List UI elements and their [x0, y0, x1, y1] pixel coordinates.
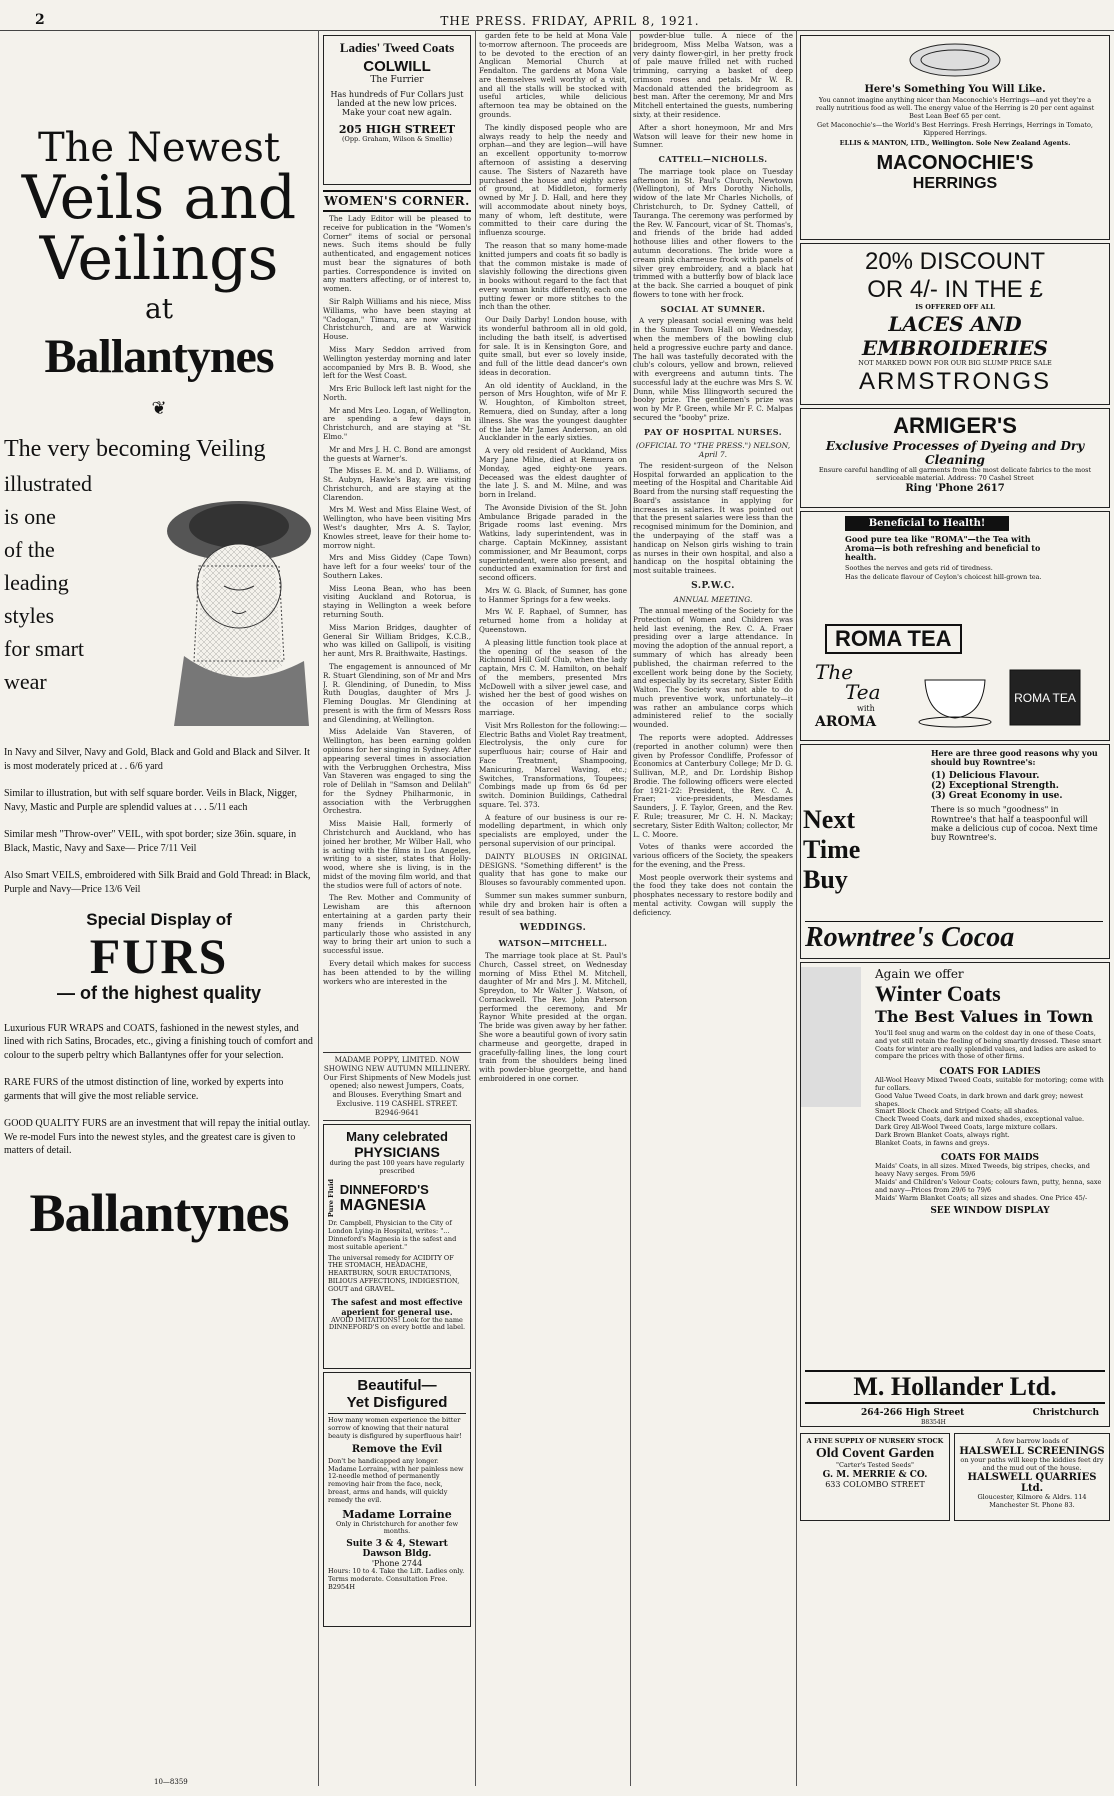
rowntree-time: Time: [803, 835, 861, 864]
roma-copy2: Soothes the nerves and gets rid of tiredness.: [845, 563, 993, 572]
veil-item: In Navy and Silver, Navy and Gold, Black and Gold and Black and Silver. It is most moderately priced at . . 6/6 yard: [4, 747, 310, 772]
column-5-ads: [800, 32, 1110, 1788]
paragraph: The kindly disposed people who are always ready to help the needy and orphan—and they are legion—will have an excellent opportunity to-morrow afternoon of assisting a deserving cause. The Sisters of Nazareth have purchased the house and eighty acres of ground, at Middleton, formerly owned by Mr J. D. Hall, and here they will accommodate about ninety boys, many of whom, left destitute, were committed to their care during the influenza scourge.: [479, 122, 627, 238]
spwc-heading: S.P.W.C.: [691, 580, 735, 591]
rowntree-brand: Rowntree's Cocoa: [805, 921, 1103, 954]
paragraph: The reason that so many home-made knitted jumpers and coats fit so badly is that the common mistake is made of slavishly following the directions given in books without regard to the fact that every woman knits differently, each one putting fewer or more stitches to the inch than the other.: [479, 240, 627, 312]
paragraph: The annual meeting of the Society for the Protection of Women and Children was held last evening, the Rev. C. A. Fraer presiding over a large attendance. In moving the adoption of the annual report, a summary of which has already been published, the chairman referred to the excellent work being done by the Society, and especially by its secretary, Sister Edith Walton. The Society was not able to do much preventive work, unfortunately—it was rather an ambulance corps which administered relief to the socially wounded.: [633, 606, 793, 730]
maconochie-ad: [800, 35, 1110, 240]
armstrongs-embroideries: EMBROIDERIES: [862, 335, 1048, 360]
roma-packet-label: ROMA TEA: [1014, 691, 1076, 705]
rowntree-reason: (1) Delicious Flavour.: [931, 771, 1040, 782]
paragraph: Mr and Mrs Leo. Logan, of Wellington, are spending a few days in Christchurch, and are staying at "St. Elmo.": [323, 405, 471, 441]
rowntree-reasons: [931, 749, 1101, 842]
tea-cup-icon: [915, 660, 1085, 730]
veil-feature: [4, 431, 314, 746]
maconochie-agents: ELLIS & MANTON, LTD., Wellington. Sole New Zealand Agents.: [839, 138, 1071, 147]
maconochie-copy: You cannot imagine anything nicer than Maconochie's Herrings—and yet they're a really nutritious food as well. The energy value of the Herring is 20 per cent against Best Lean Beef 65 per cent.: [815, 96, 1095, 120]
paragraph: A very pleasant social evening was held in the Sumner Town Hall on Wednesday, when the members of the bowling club held a progressive euchre party and dance. The hall was tastefully decorated with the club's colours, yellow and brown, relieved with evergreens and autumn tints. The successful lady at the euchre was Mrs S. W. Dunn, while Miss Illingworth secured the booby prize. The gentlemen's prize was won by Mr P. Green, while Mr F. C. Malpas secured the "booby" prize.: [633, 316, 793, 422]
roma-tag-with: with: [857, 704, 875, 713]
hollander-lead: Again we offer: [875, 967, 964, 981]
veil-line: leading: [4, 570, 69, 596]
coat-illustration: [801, 967, 861, 1107]
ornament-icon: ❦: [151, 398, 167, 420]
paragraph: Mrs W. G. Black, of Sumner, has gone to Hanmer Springs for a few weeks.: [479, 585, 627, 604]
hollander-address: 264-266 High Street: [861, 1408, 965, 1418]
ad-code: 10—8359: [154, 1778, 188, 1786]
madame-poppy-ad: MADAME POPPY, LIMITED. NOW SHOWING NEW AUTUMN MILLINERY. Our First Shipments of New Models just opened; also newest Jumpers, Coats, and Blouses. Everything Smart and Exclusive. 119 CASHEL STREET. B2946-9641: [323, 1052, 471, 1121]
halswell-brand: HALSWELL SCREENINGS: [959, 1445, 1105, 1457]
armiger-phone: Ring 'Phone 2617: [905, 482, 1005, 494]
furs-sub-text: of the highest quality: [80, 982, 262, 1003]
paragraph: The resident-surgeon of the Nelson Hospital forwarded an application to the meeting of the Hospital and Charitable Aid Board from the nursing staff requesting the Board's assistance in applying for increases in salaries. It was pointed out that the present salaries were less than the recognised minimum for the Dominion, and the underpaying of the staff was a handicap on Nelson girls wishing to train as nurses in their own hospital, and also a handicap on the hospital obtaining the most suitable trainees.: [633, 460, 793, 576]
paragraph: Mrs M. West and Miss Elaine West, of Wellington, who have been visiting Mrs West's daughter, Mrs A. S. Taylor, Knowles street, leave for their home to-morrow night.: [323, 505, 471, 550]
roma-tea-ad: [800, 511, 1110, 741]
furs-heading: FURS: [89, 928, 229, 985]
veil-item: Also Smart VEILS, embroidered with Silk Braid and Gold Thread: in Black, Purple and Navy—Price 13/6 Veil: [4, 870, 311, 895]
paragraph: garden fete to be held at Mona Vale to-morrow afternoon. The proceeds are to be devoted to the erection of an Anglican Memorial Church at Fendalton. The gardens at Mona Vale are themselves well worthy of a visit, and all the stalls will be stocked with useful articles, while delicious afternoon tea may be obtained on the grounds.: [479, 32, 627, 120]
hollander-header: [875, 967, 1105, 1216]
roma-copy3: Has the delicate flavour of Ceylon's choicest hill-grown tea.: [845, 573, 1042, 582]
rowntree-next-time-buy: [803, 805, 883, 895]
coat-item: Maids' and Children's Velour Coats; colours fawn, putty, henna, saxe and navy—Prices from 29/6 to 79/6: [875, 1177, 1102, 1194]
paragraph: Mrs W. F. Raphael, of Sumner, has returned home from a holiday at Queenstown.: [479, 607, 627, 634]
halswell-l1: A few barrow loads of: [995, 1437, 1069, 1445]
hollander-city: Christchurch: [1032, 1408, 1099, 1418]
nurses-heading: PAY OF HOSPITAL NURSES.: [644, 426, 782, 437]
hollander-subheading: The Best Values in Town: [875, 1007, 1094, 1026]
armiger-l1: Exclusive Processes of Dyeing and Dry Cleaning: [825, 439, 1085, 467]
dinnefords-lead2: PHYSICIANS: [354, 1144, 440, 1161]
roma-copy: Good pure tea like "ROMA"—the Tea with Aroma—is both refreshing and beneficial to health.: [845, 534, 1041, 563]
weddings-heading: WEDDINGS.: [519, 923, 587, 934]
armstrongs-l3: IS OFFERED OFF ALL: [915, 303, 995, 311]
paragraph: Miss Adelaide Van Staveren, of Wellington, has been earning golden opinions for her singing in Sydney. After appearing several times in association with the Verbrugghen Orchestra, Miss Van Staveren was engaged to sing the role of Delilah in "Samson and Delilah" for the Sydney Philharmonic, in association with the Verbrugghen Orchestra.: [323, 727, 471, 816]
wedding-heading: CATTELL—NICHOLLS.: [658, 154, 768, 165]
veil-line: is one: [4, 504, 56, 530]
roma-heading: Beneficial to Health!: [845, 516, 1009, 531]
halswell-addr: Gloucester, Kilmore & Aldrs. 114 Manchester St. Phone 83.: [977, 1493, 1087, 1510]
maconochie-brand: MACONOCHIE'S: [876, 151, 1034, 174]
social-heading: SOCIAL AT SUMNER.: [660, 303, 766, 314]
paragraph: The marriage took place on Tuesday afternoon in St. Paul's Church, Newtown (Wellington), of Mrs Dorothy Nicholls, widow of the late Mr Charles Nicholls, of Christchurch, to Dr. Sydney Cattell, of Tauranga. The ceremony was performed by the Rev. W. Fancourt, vicar of St. Thomas's, and friends of the bride had added hothouse lilies and other flowers to the autumn decorations. The bride wore a cream pink charmeuse frock with panels of silver grey embroidery, and a black hat trimmed with a butterfly bow of black lace at the back. She carried a bouquet of pink flowers to tone with her frock.: [633, 166, 793, 299]
womens-corner-text: [323, 215, 471, 1050]
bottom-ads: [800, 1430, 1110, 1524]
paragraph: Mrs and Miss Giddey (Cape Town) have left for a four weeks' tour of the Southern Lakes.: [323, 553, 471, 580]
dinnefords-tag: The safest and most effective aperient for general use.: [331, 1296, 463, 1317]
masthead: [0, 0, 1114, 30]
page-number: 2: [35, 12, 45, 28]
veil-line: wear: [4, 669, 47, 695]
woman-veil-illustration: [144, 486, 314, 726]
coat-item: Smart Block Check and Striped Coats; all shades.: [875, 1107, 1039, 1116]
lorraine-hours: Hours: 10 to 4. Take the Lift. Ladies only. Terms moderate. Consultation Free. B2954H: [328, 1567, 465, 1591]
armstrongs-l6: NOT MARKED DOWN FOR OUR BIG SLUMP PRICE SALE: [858, 358, 1052, 367]
rowntree-heading: Here are three good reasons why you should buy Rowntree's:: [931, 748, 1098, 768]
window-display: SEE WINDOW DISPLAY: [930, 1206, 1050, 1217]
colwill-copy: Has hundreds of Fur Collars just landed at the new low prices. Make your coat new again.: [330, 90, 464, 118]
merrie-l1: A FINE SUPPLY OF NURSERY STOCK: [806, 1437, 944, 1445]
paragraph: powder-blue tulle. A niece of the bridegroom, Miss Melba Watson, was a very dainty flower-girl, in her pretty frock of pale mauve frilled net with ruched trimming, carrying a basket of deep crimson roses and petals. Mr W. R. Macdonald attended the bridegroom as best man. After the ceremony, Mr and Mrs Mitchell entertained the guests, numbering sixty, at their residence.: [633, 32, 793, 120]
roma-brand: ROMA TEA: [825, 624, 962, 654]
paragraph: Miss Marion Bridges, daughter of General Sir William Bridges, K.C.B., who was killed on Gallipoli, is visiting her aunt, Mrs R. Braithwaite, Hastings.: [323, 622, 471, 659]
column-rule: [318, 30, 319, 1786]
paragraph: Votes of thanks were accorded the various officers of the Society, the speakers for the evening, and the Press.: [633, 842, 793, 869]
paragraph: A very old resident of Auckland, Miss Mary Jane Milne, died at Remuera on Monday, aged eighty-one years. Deceased was the eldest daughter of the late J. S. and M. Milne, and was born in Ireland.: [479, 446, 627, 500]
colwill-note: (Opp. Graham, Wilson & Smellie): [341, 134, 452, 143]
veil-item: Similar to illustration, but with self square border. Veils in Black, Nigger, Navy, Mastic and Purple are splendid values at . . . 5/11 each: [4, 788, 297, 813]
rowntree-reason: (2) Exceptional Strength.: [931, 781, 1059, 792]
paragraph: The Misses E. M. and D. Williams, of St. Aubyn, Hawke's Bay, are visiting Christchurch, and are staying at the Clarendon.: [323, 466, 471, 502]
paragraph: Miss Maisie Hall, formerly of Christchurch and Auckland, who has joined her brother, Mr Wilber Hall, who is acting with the films in Los Angeles, writing to a sister, states that Holly-wood, where she is living, is in the midst of the moving film world, and that the studios were full of actors of note.: [323, 819, 471, 890]
paragraph: Mr and Mrs J. H. C. Bond are amongst the guests at Warner's.: [323, 444, 471, 463]
roma-tag-aroma: AROMA: [815, 714, 877, 730]
veil-line: styles: [4, 603, 55, 629]
armstrongs-laces: LACES AND: [888, 311, 1022, 336]
ballantynes-footer-name: Ballantynes: [29, 1182, 289, 1243]
colwill-trade: The Furrier: [370, 75, 424, 85]
coat-item: Maids' Coats, in all sizes. Mixed Tweeds, big stripes, checks, and heavy Navy serges. From 59/6: [875, 1162, 1090, 1179]
dinnefords-ad: [323, 1124, 471, 1369]
halswell-ad: [954, 1433, 1110, 1521]
hollander-copy: You'll feel snug and warm on the coldest day in one of these Coats, and yet still retain the feeling of being smartly dressed. These smart Coats for winter are really splendid values, and ladies are asked to compare the prices with those of other firms.: [875, 1029, 1102, 1061]
nurses-subheading: (OFFICIAL TO "THE PRESS.") NELSON, April 7.: [635, 440, 791, 459]
furs-item: GOOD QUALITY FURS are an investment that will repay the initial outlay. We re-model Furs into the newest styles, and the greatest care is given to matters of detail.: [4, 1118, 311, 1157]
column-rule: [475, 30, 476, 1786]
dinnefords-sub: during the past 100 years have regularly prescribed: [329, 1159, 465, 1176]
rowntree-reason: (3) Great Economy in use.: [931, 791, 1063, 802]
hollander-name: M. Hollander Ltd.: [805, 1370, 1105, 1404]
dinnefords-copy2: The universal remedy for ACIDITY OF THE STOMACH, HEADACHE, HEARTBURN, SOUR ERUCTATIONS, BILIOUS AFFECTIONS, INDIGESTION, GOUT and GRAVEL.: [328, 1253, 460, 1293]
ballantynes-ad: [4, 32, 314, 1788]
coat-item: Dark Brown Blanket Coats, always right.: [875, 1130, 1010, 1139]
coat-item: Good Value Tweed Coats, in dark brown and dark grey; newest shapes.: [875, 1091, 1084, 1108]
coat-item: Maids' Warm Blanket Coats; all sizes and shades. One Price 45/-: [875, 1193, 1088, 1202]
coat-item: Check Tweed Coats, dark and mixed shades, exceptional value.: [875, 1115, 1085, 1124]
maconochie-product: HERRINGS: [912, 174, 998, 192]
coat-item: All-Wool Heavy Mixed Tweed Coats, suitable for motoring; come with fur collars.: [875, 1076, 1104, 1092]
dinnefords-product: MAGNESIA: [339, 1196, 427, 1214]
paragraph: DAINTY BLOUSES IN ORIGINAL DESIGNS. "Something different" is the quality that has gone to make our Blouses so favourably commented upon.: [479, 851, 627, 888]
dinnefords-copy: Dr. Campbell, Physician to the City of London Lying-in Hospital, writes: "... Dinneford's Magnesia is the safest and most suitable aperient.": [328, 1219, 457, 1251]
armstrongs-ad: [800, 243, 1110, 405]
hollander-heading: Winter Coats: [875, 981, 1001, 1006]
lorraine-copy2: Don't be handicapped any longer. Madame Lorraine, with her painless new 12-needle method of permanently removing hair from the face, neck, breast, arms and hands, will quickly remedy the evil.: [328, 1456, 464, 1504]
paragraph: Miss Mary Seddon arrived from Wellington yesterday morning and later accompanied by Mrs B. B. Wood, she left for the West Coast.: [323, 344, 471, 381]
armstrongs-discount: 20% DISCOUNT: [864, 248, 1046, 275]
veil-item: Similar mesh "Throw-over" VEIL, with spot border; size 36in. square, in Black, Mastic, Navy and Saxe— Price 7/11 Veil: [4, 829, 297, 854]
newspaper-title: THE PRESS. FRIDAY, APRIL 8, 1921.: [440, 14, 700, 28]
rowntree-buy: Buy: [803, 865, 848, 894]
furs-lead: Special Display of: [86, 910, 232, 930]
paragraph: Sir Ralph Williams and his niece, Miss Williams, who have been staying at "Cadogan," Timaru, are now visiting Christchurch, and are at Warwick House.: [323, 297, 471, 342]
paragraph: The engagement is announced of Mr R. Stuart Glendining, son of Mr and Mrs J. R. Glendining, of Dunedin, to Miss Ruth Douglas, daughter of Mrs J. Fleming Douglas. Mr Glendining at present is with the firm of Messrs Ross and Glendining, at Wellington.: [323, 661, 471, 724]
armiger-l2: Ensure careful handling of all garments from the most delicate fabrics to the most serviceable material. Address: 70 Cashel Street: [818, 466, 1092, 482]
veil-line: of the: [4, 537, 55, 563]
lorraine-h1: Beautiful—: [357, 1377, 437, 1395]
column-rule: [630, 30, 631, 1786]
colwill-heading: Ladies' Tweed Coats: [339, 40, 455, 55]
colwill-name: COLWILL: [363, 58, 431, 75]
veil-line: The very becoming Veiling: [4, 436, 266, 463]
paragraph: The Rev. Mother and Community of Lewisham are this afternoon entertaining at a garden party their many friends in Christchurch, particularly those who assisted in any way to bring their art union to such a successful issue.: [323, 893, 471, 956]
lorraine-h3: Remove the Evil: [351, 1443, 443, 1455]
paragraph: Miss Leona Bean, who has been visiting Auckland and Rotorua, is staying in Wellington a week before returning South.: [323, 583, 471, 620]
coat-item: Blanket Coats, in fawns and greys.: [875, 1138, 990, 1147]
womens-corner-heading: WOMEN'S CORNER.: [323, 190, 471, 212]
lorraine-name: Madame Lorraine: [342, 1507, 452, 1521]
roma-illustration: [815, 624, 1095, 734]
armiger-ad: [800, 408, 1110, 508]
dinnefords-brand: DINNEFORD'S: [339, 1181, 429, 1197]
hollander-ad: [800, 962, 1110, 1427]
spwc-subheading: ANNUAL MEETING.: [673, 594, 753, 604]
ad-headline: The Newest: [37, 125, 280, 171]
hollander-code: B8354H: [921, 1419, 946, 1426]
paragraph: After a short honeymoon, Mr and Mrs Watson will leave for their new home in Sumner.: [633, 122, 793, 150]
rowntree-next: Next: [803, 805, 855, 834]
dinnefords-pure: Pure Fluid: [327, 1179, 335, 1218]
furs-item: RARE FURS of the utmost distinction of line, worked by experts into garments that will give the most reliable service.: [4, 1077, 284, 1102]
lorraine-h2: Yet Disfigured: [328, 1394, 466, 1414]
merrie-ad: [800, 1433, 950, 1521]
ad-headline: Veils and: [21, 163, 297, 233]
paragraph: Our Daily Darby! London house, with its wonderful bathroom all in old gold, including the bath itself, is advertised for sale. It is in Kensington Gore, and quite small, but ever so lovely inside, and full of the little dead dancer's own ideas in decoration.: [479, 315, 627, 377]
madame-lorraine-ad: [323, 1372, 471, 1627]
ladies-heading: COATS FOR LADIES: [939, 1067, 1041, 1078]
roma-tag-tea: Tea: [845, 680, 881, 704]
paragraph: The Lady Editor will be pleased to receive for publication in the "Women's Corner" items of social or personal news. Such items should be fully authenticated, and engagement notices must bear the signatures of both parties. Correspondence is invited on any matters affecting, or of interest to, women.: [323, 215, 471, 294]
lorraine-phone: 'Phone 2744: [371, 1559, 423, 1569]
armstrongs-name: ARMSTRONGS: [858, 367, 1051, 395]
paragraph: Every detail which makes for success has been attended to by the willing workers who are interested in the: [323, 958, 471, 986]
masthead-rule: [0, 30, 1114, 31]
colwill-ad: [323, 35, 471, 185]
column-4-text: [633, 32, 793, 918]
furs-item: Luxurious FUR WRAPS and COATS, fashioned in the newest styles, and lined with rich Satins, Brocades, etc., giving a finishing touch of comfort and colour to the superb peltry which Ballantynes offer for your selection.: [4, 1022, 313, 1061]
coat-item: Dark Grey All-Wool Tweed Coats, large mixture collars.: [875, 1122, 1058, 1131]
merrie-addr: 633 COLOMBO STREET: [825, 1479, 925, 1489]
ad-at: at: [145, 292, 173, 326]
lorraine-copy: How many women experience the bitter sorrow of knowing that their natural beauty is disfigured by superfluous hair!: [328, 1416, 462, 1441]
paragraph: Most people overwork their systems and the food they take does not contain the phosphates necessary to restore bodily and mental activity. Cowgan will supply the deficiency.: [633, 872, 793, 917]
roma-tag-the: The: [815, 660, 854, 684]
merrie-brand: Old Covent Garden: [815, 1445, 935, 1461]
ad-headline: Veilings: [39, 224, 279, 295]
merrie-l2: "Carter's Tested Seeds": [835, 1460, 915, 1469]
paragraph: Summer sun makes summer sunburn, while dry and broken hair is often a result of sea bathing.: [479, 890, 627, 918]
paragraph: An old identity of Auckland, in the person of Mrs Houghton, wife of Mr F. W. Houghton, of Kimbolton street, Remuera, died on Sunday, after a long illness. She was the youngest daughter of the late Mr James Anderson, an old Aucklander in the early sixties.: [479, 380, 627, 443]
ballantynes-name: Ballantynes: [44, 330, 274, 384]
veil-line: for smart: [4, 636, 85, 662]
armiger-name: ARMIGER'S: [893, 413, 1017, 438]
dinnefords-lead: Many celebrated: [346, 1129, 448, 1145]
dinnefords-warn: AVOID IMITATIONS! Look for the name DINNEFORD'S on every bottle and label.: [328, 1315, 466, 1332]
halswell-name: HALSWELL QUARRIES Ltd.: [967, 1472, 1097, 1495]
colwill-address: 205 HIGH STREET: [338, 122, 456, 136]
herring-tin-icon: [905, 40, 1005, 80]
paragraph: The marriage took place at St. Paul's Church, Cassel street, on Wednesday morning of Miss Ethel M. Mitchell, daughter of Mr and Mrs J. M. Mitchell, Spreydon, to Mr Walter J. Watson, of Cornackwell. The Rev. John Paterson performed the ceremony, and Mr Raynor White presided at the organ. The bride was given away by her father. She wore a beautiful gown of ivory satin charmeuse and georgette, draped in gracefully-falling lines, the long court train from the shoulders being lined with powder-blue georgette, and hand embroidered in one corner.: [479, 950, 627, 1083]
paragraph: A pleasing little function took place at the opening of the season of the Richmond Hill Golf Club, when the lady captain, Mrs C. M. Hamilton, on behalf of the members, presented Mrs McDowell with a silver jewel case, and wished her the best of good wishes on the occasion of her impending marriage.: [479, 637, 627, 718]
veil-line: illustrated: [4, 471, 92, 497]
wedding-heading: WATSON—MITCHELL.: [498, 938, 608, 949]
lorraine-addr: Suite 3 & 4, Stewart Dawson Bldg.: [346, 1539, 448, 1560]
lorraine-copy3: Only in Christchurch for another few months.: [335, 1519, 459, 1536]
paragraph: A feature of our business is our re-modelling department, in which only specialists are employed, under the personal supervision of our principal.: [479, 812, 627, 848]
paragraph: The Avonside Division of the St. John Ambulance Brigade paraded in the Brigade rooms last evening. Mrs Watkins, lady superintendent, was in charge. Captain McKinney, assistant commissioner, and Mr Beaumont, corps superintendent, were also present, and conducted an examination for first and second officers.: [479, 502, 627, 583]
paragraph: Visit Mrs Rolleston for the following:—Electric Baths and Violet Ray treatment, Electrolysis, the only cure for superfluous hair; course of Hair and Face Treatment, Shampooing, Manicuring, Marcel Waving, etc.; Switches, Transformations, Toupees; Combings made up from 6s 6d per switch. Dominion Buildings, Cathedral square. Tel. 373.: [479, 720, 627, 809]
armstrongs-offer: OR 4/- IN THE £: [867, 276, 1043, 303]
column-rule: [796, 30, 797, 1786]
maconochie-heading: Here's Something You Will Like.: [864, 84, 1046, 95]
rowntree-copy: There is so much "goodness" in Rowntree's that half a teaspoonful will make a delicious cup of cocoa. Next time buy Rowntree's.: [931, 805, 1098, 842]
furs-subheading: — of the highest quality: [56, 982, 262, 1003]
column-3-text: [479, 32, 627, 1084]
maids-heading: COATS FOR MAIDS: [940, 1153, 1040, 1164]
paragraph: Mrs Eric Bullock left last night for the North.: [323, 384, 471, 402]
halswell-copy: on your paths will keep the kiddies feet dry and the mud out of the house.: [960, 1455, 1104, 1472]
rowntree-ad: [800, 744, 1110, 959]
merrie-name: G. M. MERRIE & CO.: [822, 1469, 928, 1480]
dinnefords-brand-row: [328, 1179, 466, 1217]
maconochie-copy2: Get Maconochie's—the World's Best Herrings. Fresh Herrings, Herrings in Tomato, Kippered Herrings.: [817, 121, 1093, 138]
column-3: [479, 32, 627, 1788]
paragraph: The reports were adopted. Addresses (reported in another column) were then given by Professor Condliffe, Professor of Economics at Canterbury College; Mr D. G. Sullivan, M.P., and Dr. Lordship Bishop Brodie. The following officers were elected for 1921-22: President, the Rev. C. A. Fraer; vice-presidents, Mesdames Saunders, J. F. Taylor, Green, and the Rev. F. Rule; treasurer, Mr C. H. N. Mackay; secretary, Sister Edith Walton; collector, Mr L. C. Moore.: [633, 732, 793, 839]
column-2: [323, 32, 471, 1788]
column-4: [633, 32, 793, 1788]
